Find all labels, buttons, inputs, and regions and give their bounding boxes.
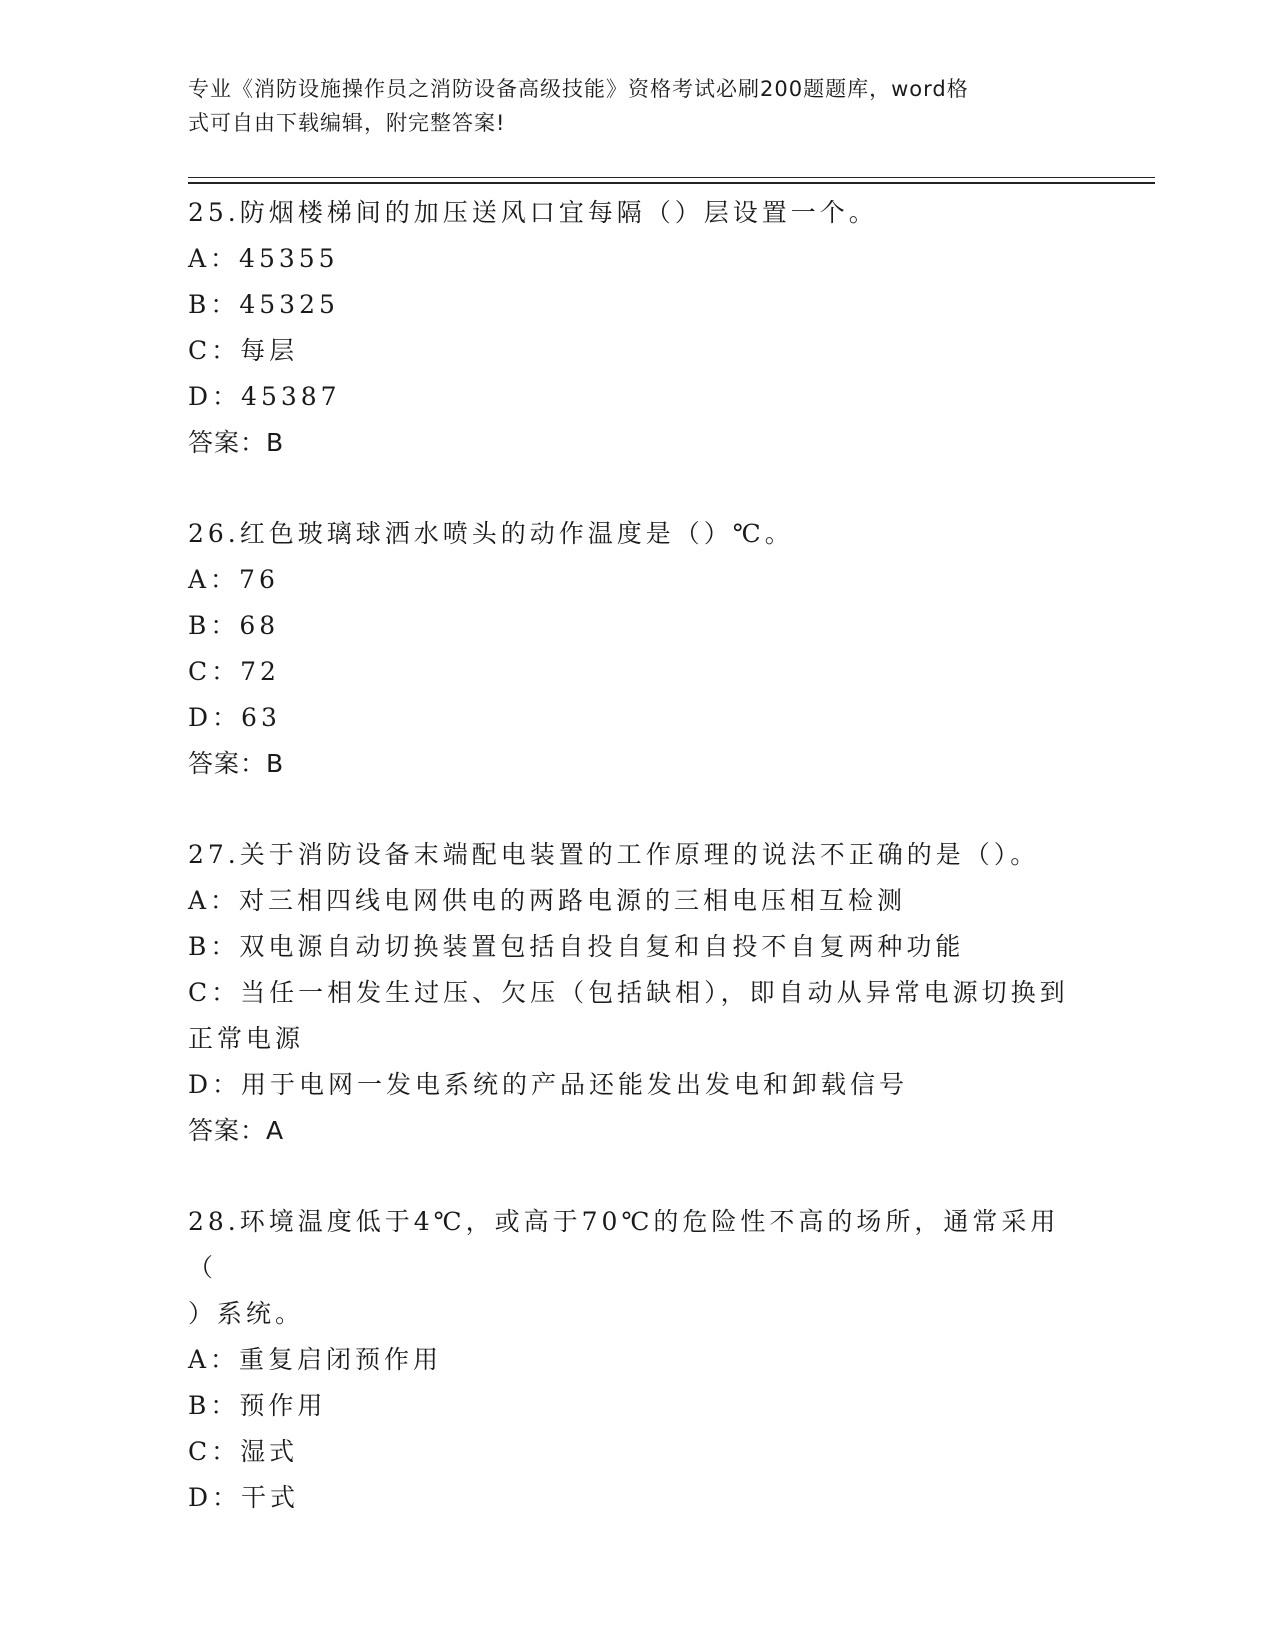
option-c-continued: 正常电源: [188, 1024, 305, 1053]
option-a: A：重复启闭预作用: [188, 1345, 443, 1374]
header-rule-thick: [188, 182, 1155, 184]
option-c: C：当任一相发生过压、欠压（包括缺相），即自动从异常电源切换到: [188, 978, 1069, 1007]
option-b: B：双电源自动切换装置包括自投自复和自投不自复两种功能: [188, 932, 965, 961]
option-c: C：72: [188, 657, 280, 686]
option-b: B：68: [188, 611, 280, 640]
question-stem: 27.关于消防设备末端配电装置的工作原理的说法不正确的是（）。: [188, 840, 1040, 869]
question-26: [188, 511, 1088, 787]
question-stem: 25.防烟楼梯间的加压送风口宜每隔（）层设置一个。: [188, 198, 878, 227]
option-d: D：45387: [188, 382, 341, 411]
answer-line: 答案：B: [188, 428, 285, 457]
option-b: B：45325: [188, 290, 339, 319]
question-28: [188, 1199, 1088, 1521]
option-c: C：湿式: [188, 1437, 299, 1466]
question-stem-continued: ）系统。: [188, 1299, 305, 1328]
document-header: [188, 72, 1068, 140]
header-rule-thin: [188, 177, 1155, 178]
option-d: D：干式: [188, 1483, 300, 1512]
question-stem: 26.红色玻璃球洒水喷头的动作温度是（）℃。: [188, 519, 794, 548]
question-25: [188, 190, 1088, 466]
question-27: [188, 832, 1088, 1154]
answer-line: 答案：A: [188, 1116, 285, 1145]
question-stem: 28.环境温度低于4℃，或高于70℃的危险性不高的场所，通常采用（: [188, 1207, 1060, 1282]
option-d: D：用于电网一发电系统的产品还能发出发电和卸载信号: [188, 1070, 909, 1099]
header-line-2: 式可自由下载编辑，附完整答案!: [188, 111, 506, 135]
option-d: D：63: [188, 703, 281, 732]
option-c: C：每层: [188, 336, 299, 365]
question-list: [188, 190, 1088, 1521]
header-line-1: 专业《消防设施操作员之消防设备高级技能》资格考试必刷200题题库，word格: [188, 77, 969, 101]
answer-line: 答案：B: [188, 749, 285, 778]
option-a: A：76: [188, 565, 279, 594]
option-b: B：预作用: [188, 1391, 327, 1420]
option-a: A：对三相四线电网供电的两路电源的三相电压相互检测: [188, 886, 907, 915]
option-a: A：45355: [188, 244, 339, 273]
